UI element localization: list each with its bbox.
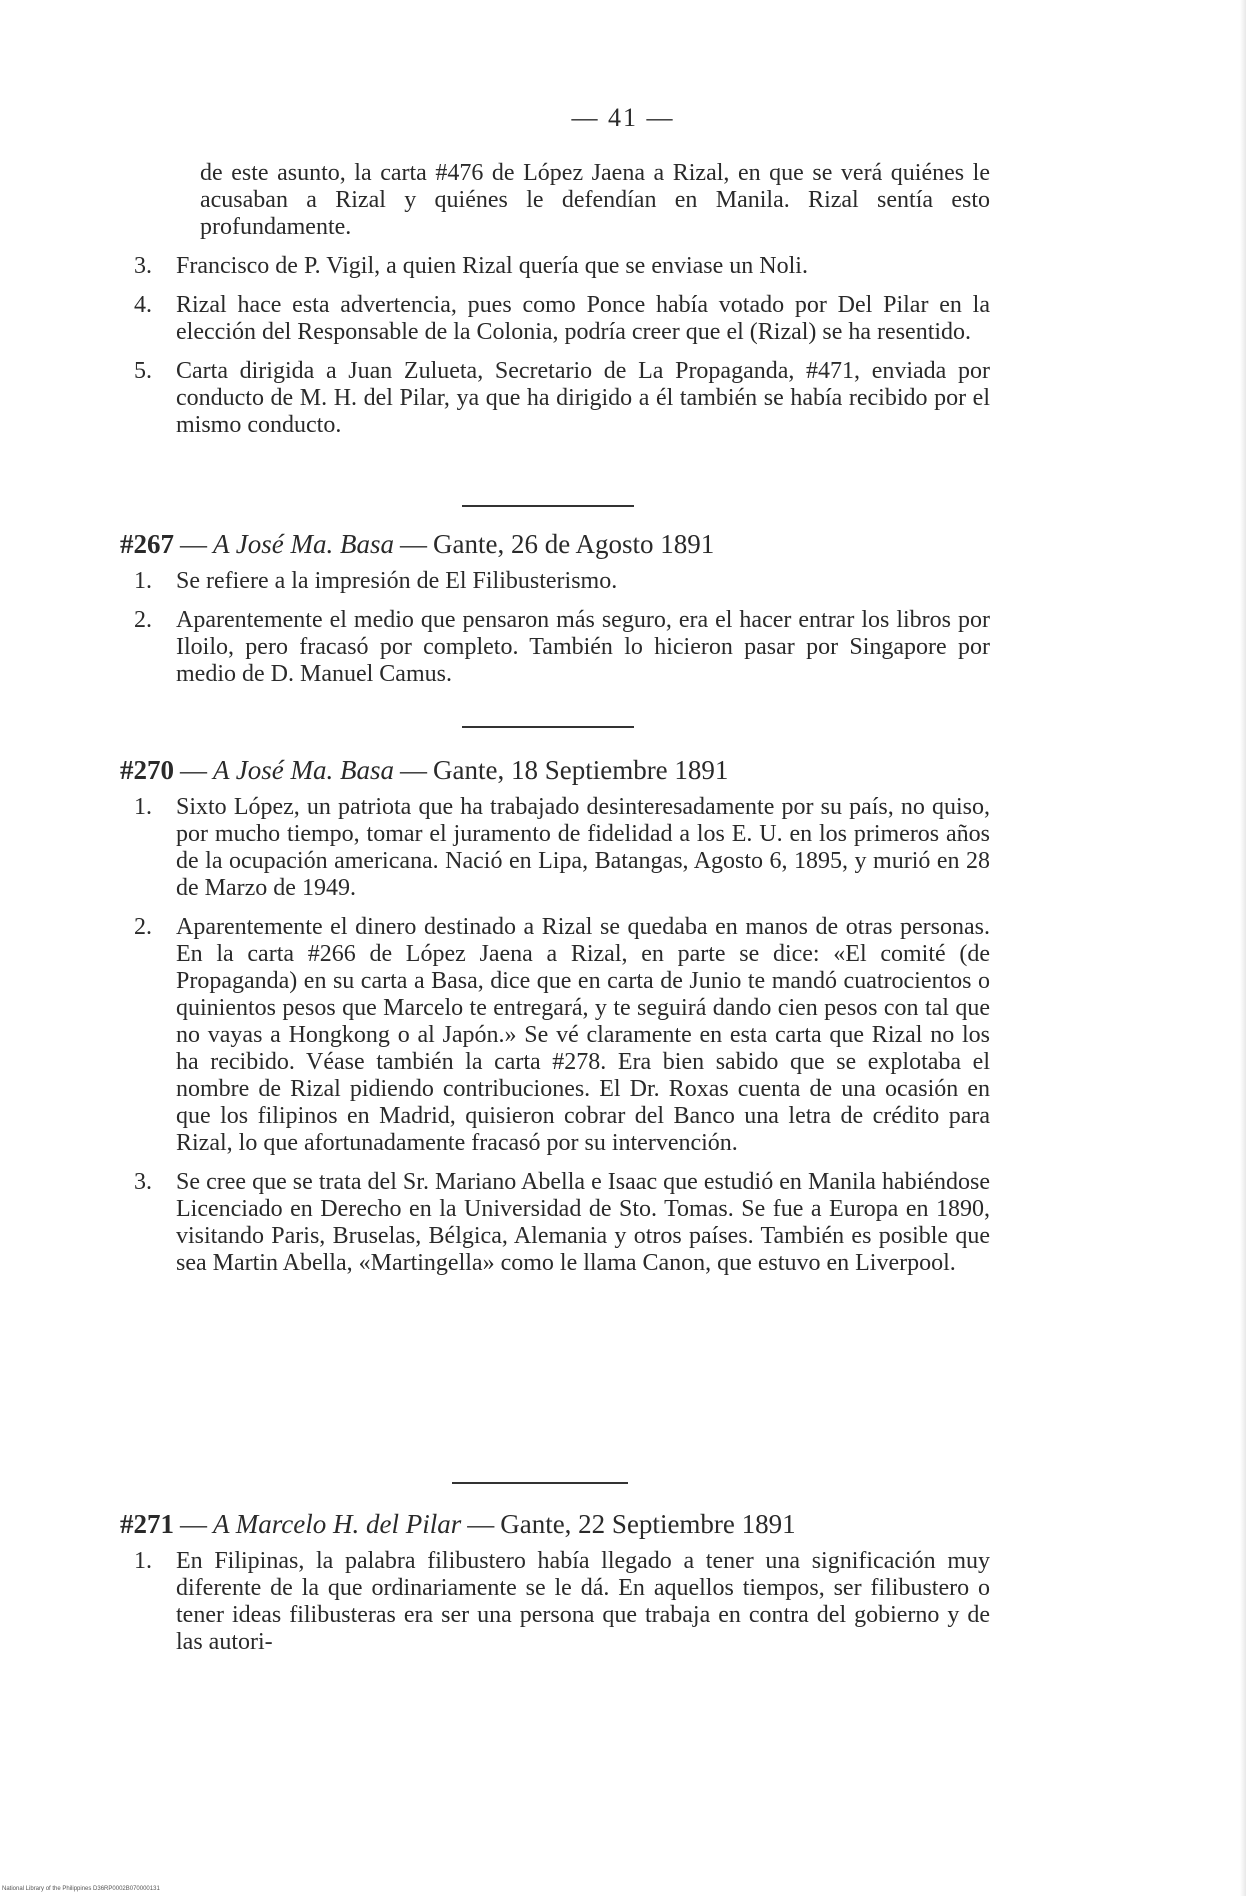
footnote-3: 3. Se cree que se trata del Sr. Mariano Abella e Isaac que estudió en Manila habiéndose Licenciado en Derecho en la Universidad de Sto. Tomas. Se fue a Europa en 1890, visitando Paris, Bruselas, Bélgica, Alemania y otros países. También es posible que sea Martin Abella, «Martingella» como le llama Canon, que estuvo en Liverpool. [134,1169,990,1276]
continued-note-text: de este asunto, la carta #476 de López Jaena a Rizal, en que se verá quiénes le acusaban a Rizal y quiénes le defendían en Manila. Rizal sentía esto profundamente. [200,160,990,240]
footnote-1: 1. Sixto López, un patriota que ha trabajado desinteresadamente por su país, no quiso, por mucho tiempo, tomar el juramento de fidelidad a los E. U. en los primeros años de la ocupación americana. Nació en Lipa, Batangas, Agosto 6, 1895, y murió en 28 de Marzo de 1949. [134,794,990,901]
page-number: — 41 — [571,103,675,132]
continued-notes [120,160,990,451]
entry-heading: #270 — A José Ma. Basa — Gante, 18 Septiembre 1891 [120,755,729,785]
letter-entry-271 [120,1508,990,1668]
footnote-2: 2. Aparentemente el medio que pensaron más seguro, era el hacer entrar los libros por Iloilo, pero fracasó por completo. También lo hicieron pasar por Singapore por medio de D. Manuel Camus. [134,607,990,687]
entry-heading: #267 — A José Ma. Basa — Gante, 26 de Agosto 1891 [120,529,715,559]
letter-entry-270 [120,754,990,1289]
footnote-1: 1. Se refiere a la impresión de El Filibusterismo. [134,568,618,594]
section-divider [462,505,634,507]
footnote-3: 3. Francisco de P. Vigil, a quien Rizal quería que se enviase un Noli. [134,253,808,279]
letter-entry-267 [120,528,990,700]
footnote-2: 2. Aparentemente el dinero destinado a Rizal se quedaba en manos de otras personas. En la carta #266 de López Jaena a Rizal, en parte se dice: «El comité (de Propaganda) en su carta a Basa, dice que en carta de Junio te mandó cuatrocientos o quinientos pesos que Marcelo te entregará, y te seguirá dando cien pesos con tal que no vayas a Hongkong o al Japón.» Se vé claramente en esta carta que Rizal no los ha recibido. Véase también la carta #278. Era bien sabido que se explotaba el nombre de Rizal pidiendo contribuciones. El Dr. Roxas cuenta de una ocasión en que los filipinos en Madrid, quisieron cobrar del Banco una letra de crédito para Rizal, lo que afortunadamente fracasó por su intervención. [134,914,990,1156]
footnote-4: 4. Rizal hace esta advertencia, pues como Ponce había votado por Del Pilar en la elección del Responsable de la Colonia, podría creer que el (Rizal) se ha resentido. [134,292,990,345]
section-divider [462,726,634,728]
entry-heading: #271 — A Marcelo H. del Pilar — Gante, 22 Septiembre 1891 [120,1509,796,1539]
scan-footer: National Library of the Philippines D36RP0002B070000131 [2,1886,160,1892]
section-divider [452,1482,628,1484]
footnote-1: 1. En Filipinas, la palabra filibustero había llegado a tener una significación muy diferente de la que ordinariamente se le dá. En aquellos tiempos, ser filibustero o tener ideas filibusteras era ser una persona que trabaja en contra del gobierno y de las autori- [134,1548,990,1655]
scan-edge [1240,0,1246,1896]
footnote-5: 5. Carta dirigida a Juan Zulueta, Secretario de La Propaganda, #471, enviada por conducto de M. H. del Pilar, ya que ha dirigido a él también se había recibido por el mismo conducto. [134,358,990,438]
